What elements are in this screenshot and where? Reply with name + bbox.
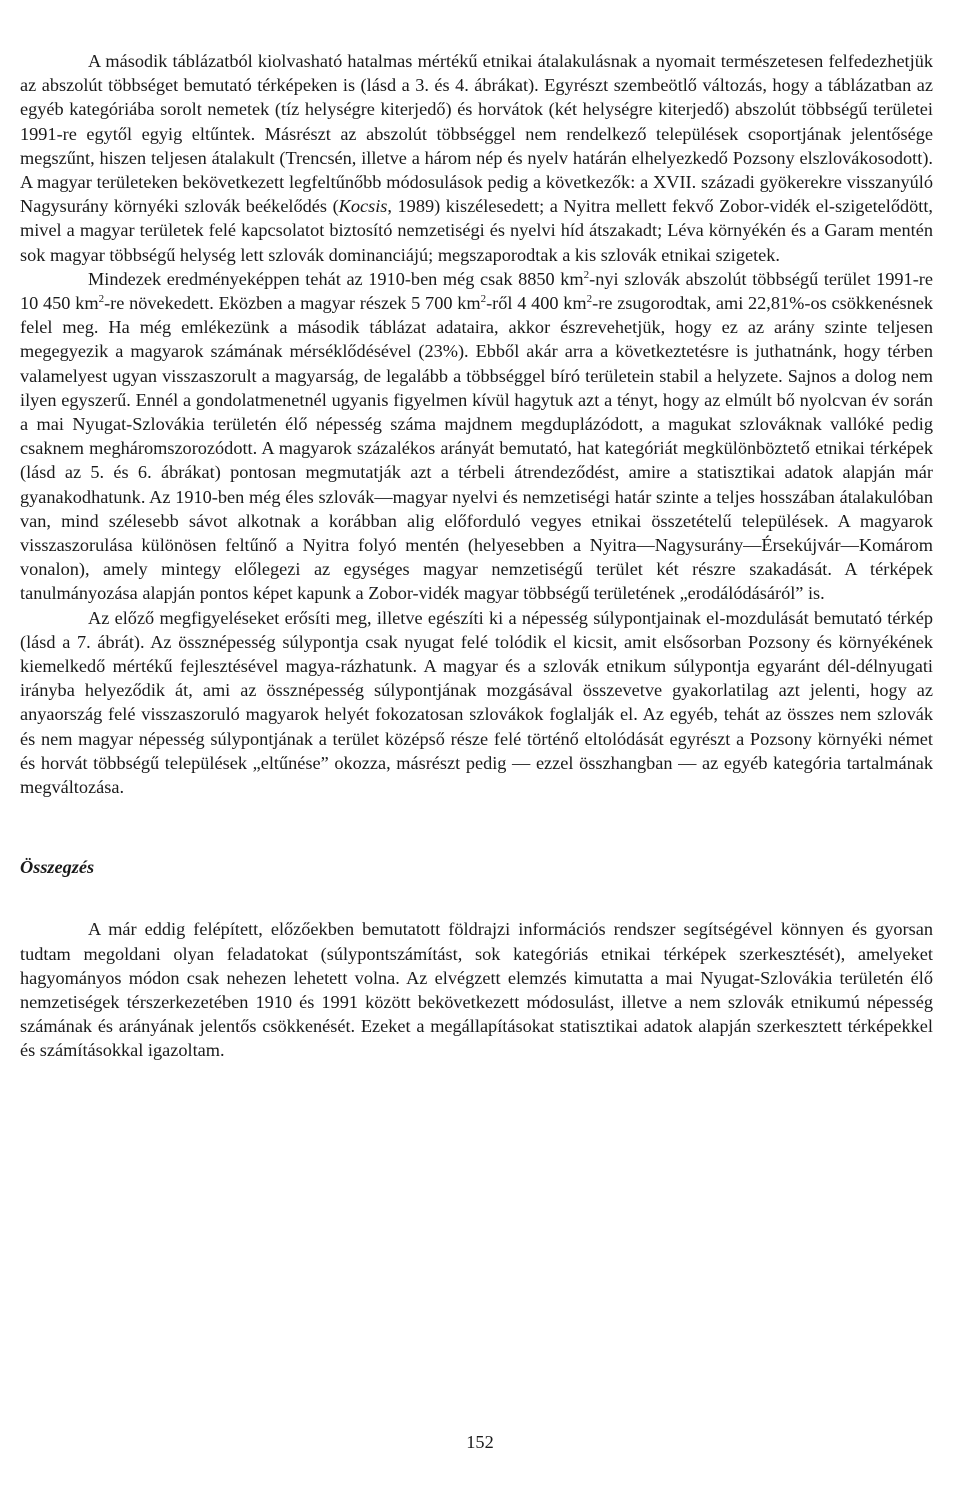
text-run: , 1989) kiszélesedett; a Nyitra mellett fekvő Zobor-vidék el-szigetelődött, mivel a magyar területek felé kapcsolatot biztosító nemzetiségi és nyelvi híd átszakadt; Léva környékén és a Garam mentén sok magyar többségű helység lett szlovák dominanciájú; megszaporodtak a kis szlovák etnikai szigetek. xyxy=(20,196,933,265)
superscript: 2 xyxy=(586,292,593,305)
italic-citation: Kocsis xyxy=(338,196,388,217)
page-number: 152 xyxy=(466,1432,494,1452)
document-page xyxy=(20,49,933,1063)
text-run: -ről 4 400 km xyxy=(486,293,587,314)
text-run: A már eddig felépített, előzőekben bemutatott földrajzi információs rendszer segítségével könnyen és gyorsan tudtam megoldani olyan feladatokat (súlypontszámítást, sok kategóriás etnikai térképek szerkesztését), amelyeket hagyományos módon csak nehezen lehetett volna. Az elvégzett elemzés kimutatta a mai Nyugat-Szlovákia területén élő nemzetiségek térszerkezetében 1910 és 1991 között bekövetkezett módosulást, illetve a nem szlovák etnikumú népesség számának és arányának jelentős csökkenését. Ezeket a megállapításokat statisztikai adatok alapján szerkesztett térképekkel és számításokkal igazoltam. xyxy=(20,919,933,1061)
paragraph xyxy=(20,49,933,267)
superscript: 2 xyxy=(480,292,487,305)
body-text xyxy=(20,49,933,799)
text-run: -re zsugorodtak, ami 22,81%-os csökkenésnek felel meg. Ha még emlékezünk a második táblázat adataira, akkor észrevehetjük, hogy ez az arány szinte teljesen megegyezik a magyarok számának mérséklődésével (23%). Ebből akár arra a következtetésre is juthatnánk, hogy térben valamelyest ugyan visszaszorult a magyarság, de legalább a többséggel bíró területein stabil a helyzete. Sajnos a dolog nem ilyen egyszerű. Ennél a gondolatmenetnél ugyanis figyelmen kívül hagytuk azt a tényt, hogy az elmúlt bő nyolcvan év során a mai Nyugat-Szlovákia területén élő népesség száma majdnem megduplázódott, a magukat szlováknak vallóké pedig csaknem megháromszorozódott. A magyarok százalékos arányát bemutató, hat kategóriát megkülönböztető etnikai térképek (lásd az 5. és 6. ábrákat) pontosan megmutatják azt a térbeli átrendeződést, amire a statisztikai adatok alapján már gyanakodhatunk. Az 1910-ben még éles szlovák—magyar nyelvi és nemzetiségi határ szinte a teljes hosszában átalakulóban van, mind szélesebb sávot alkotnak a korábban alig előforduló vegyes etnikai összetételű települések. A magyarok visszaszorulása különösen feltűnő a Nyitra folyó mentén (helyesebben a Nyitra—Nagysurány—Érsekújvár—Komárom vonalon), amely mintegy előlegezi az egységes magyar nemzetiségű terület két részre szakadását. A térképek tanulmányozása alapján pontos képet kapunk a Zobor-vidék magyar többségű területének „erodálódásáról” is. xyxy=(20,293,933,604)
superscript: 2 xyxy=(98,292,105,305)
text-run: Mindezek eredményeképpen tehát az 1910-ben még csak 8850 km xyxy=(88,268,584,289)
paragraph xyxy=(20,606,933,800)
text-run: Az előző megfigyeléseket erősíti meg, illetve egészíti ki a népesség súlypontjainak el-mozdulását bemutató térkép (lásd a 7. ábrát). Az össznépesség súlypontja csak nyugat felé tolódik el kicsit, amit elsősorban Pozsony és környékének kiemelkedő mértékű fejlesztésével magya-rázhatunk. A magyar és a szlovák etnikum súlypontja egyaránt dél-délnyugati irányba helyeződik át, ami az össznépesség súlypontjának mozgásával összevetve gyakorlatilag azt jelenti, hogy az anyaország felé visszaszoruló magyarok helyét fokozatosan szlovákok foglalják el. Az egyéb, tehát az összes nem szlovák és nem magyar népesség súlypontjának a terület középső része felé történő eltolódását egyrészt a Pozsony környéki német és horvát többségű települések „eltűnése” okozza, másrészt pedig — ezzel összhangban — az egyéb kategória tartalmának megváltozása. xyxy=(20,607,933,798)
summary-paragraph xyxy=(20,917,933,1062)
superscript: 2 xyxy=(583,268,590,281)
section-heading: Összegzés xyxy=(20,857,95,878)
text-run: A második táblázatból kiolvasható hatalmas mértékű etnikai átalakulásnak a nyomait természetesen felfedezhetjük az abszolút többséget bemutató térképeken is (lásd a 3. és 4. ábrákat). Egyrészt szembeötlő változás, hogy a táblázatban az egyéb kategóriába sorolt nemetek (tíz helységre kiterjedő) és horvátok (két helységre kiterjedő) abszolút többségű területei 1991-re egytől egyig eltűntek. Másrészt az abszolút többséggel nem rendelkező települések csoportjának jelentősége megszűnt, hiszen teljesen átalakult (Trencsén, illetve a három nép és nyelv határán elhelyezkedő Pozsony elszlovákosodott). A magyar területeken bekövetkezett legfeltűnőbb módosulások pedig a következők: a XVII. századi gyökerekre visszanyúló Nagysurány környéki szlovák beékelődés ( xyxy=(20,51,933,217)
paragraph xyxy=(20,267,933,606)
text-run: -nyi szlovák abszolút többségű terület 1991-re 10 450 km xyxy=(20,268,933,314)
text-run: -re növekedett. Eközben a magyar részek 5 700 km xyxy=(104,293,481,314)
